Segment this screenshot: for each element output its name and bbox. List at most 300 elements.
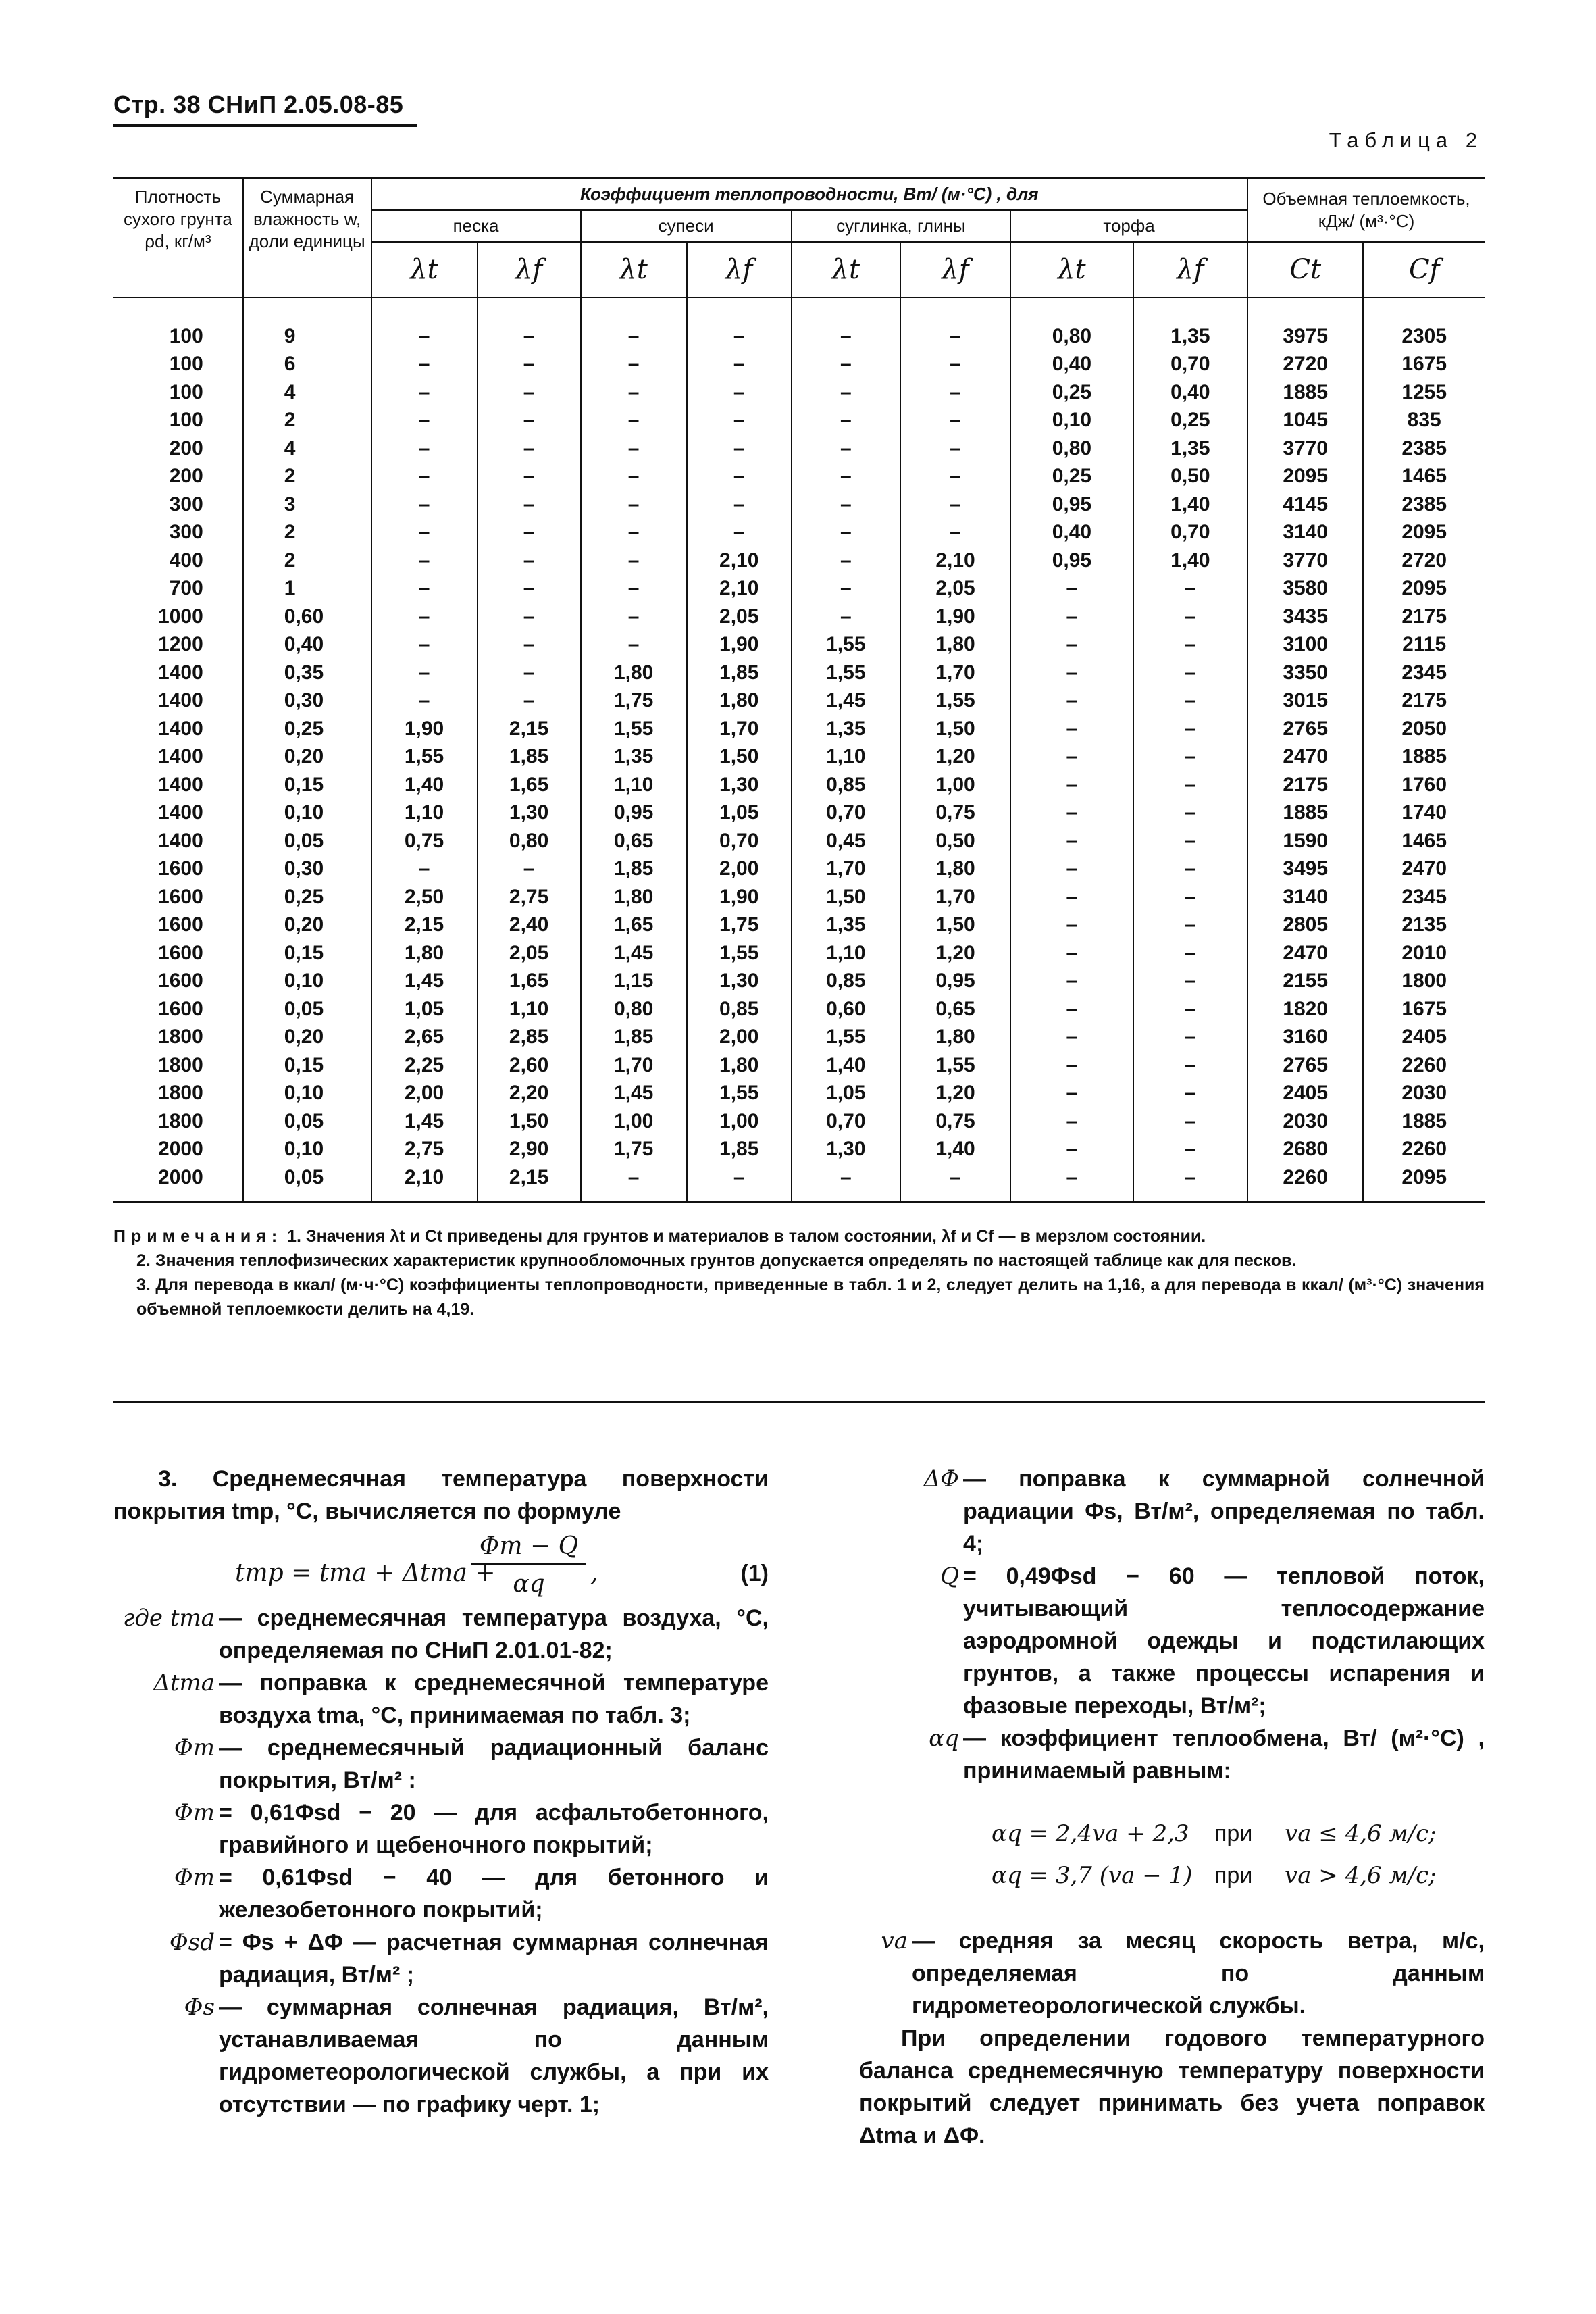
table-cell: 2135 [1363,911,1485,940]
table-cell: 3435 [1247,603,1363,631]
table-cell: 300 [169,493,203,515]
table-cell: – [581,575,687,603]
formula-1-denominator: αq [513,1570,545,1598]
table-cell: – [1133,799,1247,828]
table-cell: – [1133,1107,1247,1136]
table-cell: 1,50 [900,911,1010,940]
table-cell: 1,75 [687,911,792,940]
table-row [113,463,1485,491]
table-cell: – [900,491,1010,519]
table-cell: 1,50 [478,1107,581,1136]
table-row [113,1136,1485,1164]
table-cell: – [792,575,900,603]
table-cell: – [1010,743,1133,772]
table-cell: 1,10 [478,995,581,1024]
table-cell: 1,80 [900,855,1010,884]
table-cell: 2,25 [371,1051,478,1080]
definition-symbol: Φm [174,1864,215,1891]
table-cell: 0,75 [900,799,1010,828]
table-cell: 1,80 [687,687,792,715]
table-cell: – [687,463,792,491]
table-cell: 2030 [1363,1080,1485,1108]
table-cell: 2345 [1363,883,1485,911]
table-cell: 1,15 [581,967,687,996]
table-cell: 1,40 [900,1136,1010,1164]
table-cell: 1,40 [371,771,478,799]
table-cell: 0,95 [1010,491,1133,519]
alpha-formula-row [859,1855,1485,1896]
table-row [113,407,1485,435]
table-cell: 400 [169,549,203,572]
definition-symbol: Φs [184,1994,215,2021]
definition-text: — среднемесячная температура воздуха, °С, определяемая по СНиП 2.01.01-82; [219,1605,769,1663]
definition-va-symbol: va [881,1928,908,1955]
alpha-equation: αq = 2,4va + 2,3 [992,1820,1189,1847]
table-cell: 0,95 [900,967,1010,996]
header-sand-lambda-f: λf [478,242,581,297]
table-cell: 1,75 [581,687,687,715]
section-3-intro: 3. Среднемесячная температура поверхности покрытия tmp, °С, вычисляется по формуле [113,1466,769,1524]
table-cell: 2470 [1363,855,1485,884]
table-cell: 1,85 [581,855,687,884]
table-cell: – [1010,939,1133,967]
table-cell: 0,95 [1010,547,1133,575]
table-cell: – [1010,715,1133,743]
table-cell: 2765 [1247,1051,1363,1080]
definition-item [113,1667,769,1732]
table-cell: – [1010,827,1133,855]
table-cell: – [371,297,478,351]
page-header-title: Стр. 38 СНиП 2.05.08-85 [113,91,404,118]
definition-text: = Φs + ΔΦ — расчетная суммарная солнечная радиация, Вт/м² ; [219,1930,769,1988]
table-cell: 1,00 [687,1107,792,1136]
table-cell: 2155 [1247,967,1363,996]
table-cell: 1,10 [581,771,687,799]
table-cell: 1600 [158,941,203,964]
table-cell: 1,05 [792,1080,900,1108]
table-row [113,659,1485,687]
table-cell: 0,80 [581,995,687,1024]
table-cell: – [1133,603,1247,631]
table-cell: – [687,1163,792,1202]
table-cell: – [581,547,687,575]
definition-text: = 0,61Φsd − 20 — для асфальтобетонного, гравийного и щебеночного покрытий; [219,1800,769,1858]
table-row [113,799,1485,828]
table-cell: – [478,547,581,575]
table-cell: 1740 [1363,799,1485,828]
table-cell: 1,90 [371,715,478,743]
table-cell: 0,70 [1133,519,1247,547]
table-cell: 1,80 [687,1051,792,1080]
table-cell: 3495 [1247,855,1363,884]
header-underline [113,124,417,127]
table-cell: – [1133,1051,1247,1080]
table-cell: 1,70 [900,659,1010,687]
table-cell: – [478,378,581,407]
table-cell: – [900,351,1010,379]
table-row [113,547,1485,575]
table-cell: 6 [243,351,371,379]
table-cell: 2,15 [478,1163,581,1202]
table-cell: – [1010,967,1133,996]
header-sand: песка [371,210,581,242]
table-cell: – [371,575,478,603]
definition-text: — среднемесячный радиационный баланс покрытия, Вт/м² : [219,1735,769,1793]
table-cell: – [687,407,792,435]
table-cell: – [581,463,687,491]
table-cell: – [687,378,792,407]
table-cell: 0,20 [243,1024,371,1052]
table-cell: 1,70 [687,715,792,743]
table-cell: – [581,351,687,379]
table-cell: – [478,519,581,547]
header-loam-lambda-f: λf [900,242,1010,297]
header-ct: Ct [1247,242,1363,297]
definition-text: — суммарная солнечная радиация, Вт/м², устанавливаемая по данным гидрометеорологической службы, а при их отсутствии — по графику черт. 1; [219,1994,769,2117]
table-cell: 1400 [158,717,203,740]
table-cell: 1590 [1247,827,1363,855]
table-cell: 0,40 [1133,378,1247,407]
table-cell: 1,50 [687,743,792,772]
table-cell: – [478,351,581,379]
table-cell: 1,70 [792,855,900,884]
table-cell: 3160 [1247,1024,1363,1052]
table-row [113,378,1485,407]
table-cell: – [792,378,900,407]
table-cell: 0,80 [1010,434,1133,463]
table-cell: – [478,687,581,715]
table-cell: – [1010,771,1133,799]
table-cell: – [581,297,687,351]
header-loam-clay: суглинка, глины [792,210,1010,242]
alpha-range: va > 4,6 м/с; [1285,1862,1437,1889]
table-cell: – [687,491,792,519]
table-cell: 2000 [158,1138,203,1161]
table-cell: 1,45 [371,967,478,996]
table-cell: 2,90 [478,1136,581,1164]
table-cell: 2260 [1363,1051,1485,1080]
table-row [113,575,1485,603]
table-row [113,351,1485,379]
table-cell: – [478,603,581,631]
table-cell: 1,90 [687,631,792,659]
table-cell: 1,45 [792,687,900,715]
table-cell: – [371,659,478,687]
table-cell: 2030 [1247,1107,1363,1136]
table-cell: 1,45 [371,1107,478,1136]
table-cell: 2345 [1363,659,1485,687]
table-cell: 1465 [1363,463,1485,491]
table-row [113,1024,1485,1052]
table-row [113,995,1485,1024]
table-cell: 2000 [113,1163,243,1202]
definition-item [113,1926,769,1991]
table-cell: 0,30 [243,855,371,884]
table-cell: – [581,434,687,463]
table-cell: – [371,547,478,575]
table-cell: – [1133,575,1247,603]
table-cell: – [581,378,687,407]
table-cell: 1,70 [900,883,1010,911]
table-cell: 4 [243,378,371,407]
table-cell: – [478,297,581,351]
table-cell: 1,05 [687,799,792,828]
table-cell: 1675 [1363,995,1485,1024]
table-cell: 3100 [1247,631,1363,659]
table-cell: 0,40 [1010,519,1133,547]
table-cell: 2,00 [687,1024,792,1052]
definition-symbol: Δtma [153,1669,215,1696]
table-cell: 1,40 [1133,491,1247,519]
table-row [113,519,1485,547]
table-cell: 3770 [1247,434,1363,463]
table-cell: 2,10 [900,547,1010,575]
table-cell: 1400 [158,661,203,684]
table-cell: 0,15 [243,939,371,967]
table-cell: 0,65 [581,827,687,855]
header-cf: Cf [1363,242,1485,297]
table-row [113,771,1485,799]
table-cell: 3140 [1247,519,1363,547]
definition-item [113,1796,769,1861]
definition-text: = 0,49Φsd − 60 — тепловой поток, учитывающий теплосодержание аэродромной одежды и подстилающих грунтов, а также процессы испарения и фазовые переходы, Вт/м²; [963,1563,1485,1719]
table-cell: 2050 [1363,715,1485,743]
definition-symbol: Φm [174,1734,215,1761]
table-cell: 4145 [1247,491,1363,519]
table-cell: 1800 [158,1109,203,1132]
table-row [113,631,1485,659]
table-cell: 2405 [1247,1080,1363,1108]
table-cell: 2,75 [371,1136,478,1164]
table-cell: 2,05 [687,603,792,631]
closing-paragraph: При определении годового температурного баланса среднемесячную температуру поверхности покрытий следует принимать без учета поправок Δtma и ΔΦ. [859,2026,1485,2148]
section-divider [113,1401,1485,1403]
note-1: 1. Значения λt и Ct приведены для грунтов и материалов в талом состоянии, λf и Cf — в мерзлом состоянии. [287,1227,1206,1246]
table-cell: 0,10 [243,967,371,996]
table-cell: – [581,631,687,659]
table-cell: 2,05 [478,939,581,967]
table-cell: – [371,378,478,407]
table-cell: 3770 [1247,547,1363,575]
formula-1-lhs: tmp = tma + Δtma + [235,1559,496,1587]
header-peat-lambda-t: λt [1010,242,1133,297]
table-cell: 0,80 [478,827,581,855]
table-cell: – [900,407,1010,435]
table-cell: – [1010,575,1133,603]
table-cell: 1,35 [1133,297,1247,351]
table-cell: 0,70 [792,799,900,828]
table-row [113,855,1485,884]
table-cell: – [1010,855,1133,884]
table-cell: 2470 [1247,743,1363,772]
table-cell: – [581,519,687,547]
table-cell: 2720 [1363,547,1485,575]
table-cell: – [1133,1080,1247,1108]
table-cell: 0,30 [243,687,371,715]
table-cell: 1,30 [792,1136,900,1164]
table-cell: 1,55 [900,1051,1010,1080]
table-cell: 2095 [1363,519,1485,547]
definition-text: — поправка к суммарной солнечной радиации Φs, Вт/м², определяемая по табл. 4; [963,1466,1485,1557]
table-cell: 1,35 [1133,434,1247,463]
table-cell: 2,85 [478,1024,581,1052]
table-cell: 1,65 [478,771,581,799]
right-definitions [859,1463,1485,1787]
table-cell: 2,60 [478,1051,581,1080]
table-row [113,434,1485,463]
notes-label: Примечания: [113,1227,283,1246]
table-cell: 1760 [1363,771,1485,799]
table-cell: 2405 [1363,1024,1485,1052]
table-cell: 0,95 [581,799,687,828]
table-cell: 1,70 [581,1051,687,1080]
table-cell: – [581,407,687,435]
table-cell: 0,20 [243,743,371,772]
table-cell: – [1133,1136,1247,1164]
header-moisture: Суммарная влажность w, доли единицы [243,178,371,298]
table-cell: – [1010,1163,1133,1202]
alpha-condition-word: при [1214,1821,1253,1846]
table-cell: – [478,659,581,687]
table-cell: 0,25 [1010,378,1133,407]
table-cell: 0,70 [687,827,792,855]
table-label: Таблица 2 [1329,128,1483,152]
table-cell: – [1133,1024,1247,1052]
table-cell: 0,50 [900,827,1010,855]
formula-1-number: (1) [740,1561,769,1586]
table-cell: 1,45 [581,939,687,967]
table-cell: 1,85 [581,1024,687,1052]
table-cell: 1400 [158,829,203,852]
table-cell: 0,65 [900,995,1010,1024]
table-cell: 2010 [1363,939,1485,967]
table-cell: – [1133,771,1247,799]
table-cell: – [478,434,581,463]
header-conductivity: Коэффициент теплопроводности, Вт/ (м·°С) , для [371,178,1248,211]
formula-1-comma: , [590,1559,598,1587]
table-cell: 1800 [158,1082,203,1105]
table-cell: 1600 [158,885,203,908]
table-row [113,939,1485,967]
table-cell: 1,55 [687,1080,792,1108]
note-3: 3. Для перевода в ккал/ (м·ч·°С) коэффициенты теплопроводности, приведенные в табл. 1 и 2, следует делить на 1,16, а для перевода в ккал/ (м³·°С) значения объемной теплоемкости делить на 4,19. [136,1276,1485,1319]
table-row [113,715,1485,743]
table-cell: 0,85 [792,771,900,799]
definition-item [859,1722,1485,1787]
table-cell: 2115 [1363,631,1485,659]
table-cell: 0,05 [243,1163,371,1202]
table-cell: – [1010,1051,1133,1080]
table-cell: – [792,297,900,351]
note-2: 2. Значения теплофизических характеристик крупнообломочных грунтов допускается определять по настоящей таблице как для песков. [136,1251,1297,1270]
header-peat: торфа [1010,210,1247,242]
table-cell: – [371,434,478,463]
table-cell: 3975 [1247,297,1363,351]
table-cell: 2 [243,547,371,575]
text-column-right [859,1463,1485,2152]
table-cell: 1600 [158,857,203,880]
table-row [113,1080,1485,1108]
definition-item [859,1463,1485,1560]
table-cell: – [900,434,1010,463]
table-cell: – [1010,631,1133,659]
table-cell: 0,20 [243,911,371,940]
table-cell: – [371,351,478,379]
table-cell: 0,60 [243,603,371,631]
table-cell: 100 [169,353,203,376]
table-cell: 2,00 [371,1080,478,1108]
table-cell: 2470 [1247,939,1363,967]
table-cell: 2175 [1363,687,1485,715]
table-cell: 1,80 [371,939,478,967]
definition-symbol: где tma [123,1605,215,1632]
table-cell: – [900,378,1010,407]
definition-item [859,1560,1485,1722]
definition-va [859,1925,1485,2022]
table-row [113,297,1485,351]
table-cell: – [581,603,687,631]
table-cell: 1800 [158,1026,203,1049]
table-cell: 1,75 [581,1136,687,1164]
table-row [113,491,1485,519]
left-definitions [113,1602,769,2121]
table-cell: 1885 [1247,378,1363,407]
table-cell: 2175 [1363,603,1485,631]
table-cell: 4 [243,434,371,463]
table-cell: 0,85 [792,967,900,996]
table-cell: – [1133,827,1247,855]
table-row [113,967,1485,996]
table-cell: 2,75 [478,883,581,911]
table-body [113,297,1485,1202]
alpha-equation: αq = 3,7 (va − 1) [992,1862,1193,1889]
table-cell: 2,10 [687,575,792,603]
table-cell: 1000 [158,605,203,628]
table-cell: 1885 [1363,743,1485,772]
table-cell: – [1010,995,1133,1024]
definition-text: — коэффициент теплообмена, Вт/ (м²·°С) , принимаемый равным: [963,1726,1485,1784]
table-cell: – [1010,883,1133,911]
table-row [113,743,1485,772]
table-cell: – [1010,799,1133,828]
table-cell: – [478,631,581,659]
table-cell: 0,75 [900,1107,1010,1136]
definition-symbol: Φsd [169,1929,215,1956]
table-cell: 1820 [1247,995,1363,1024]
header-sand-lambda-t: λt [371,242,478,297]
table-cell: 0,35 [243,659,371,687]
header-loam-lambda-t: λt [792,242,900,297]
table-cell: 1,45 [581,1080,687,1108]
table-cell: – [792,434,900,463]
table-cell: 1,55 [581,715,687,743]
definition-va-text: — средняя за месяц скорость ветра, м/с, определяемая по данным гидрометеорологической службы. [912,1928,1485,2019]
header-sandy-loam-lambda-t: λt [581,242,687,297]
definition-item [113,1602,769,1667]
table-cell: – [581,491,687,519]
table-cell: – [900,1163,1010,1202]
table-cell: 0,15 [243,1051,371,1080]
table-cell: 0,10 [243,1080,371,1108]
table-notes [113,1224,1485,1322]
table-cell: 1800 [158,1053,203,1076]
table-cell: 1,85 [687,1136,792,1164]
table-cell: – [1133,631,1247,659]
table-cell: 835 [1363,407,1485,435]
table-cell: – [1010,659,1133,687]
table-cell: 2,65 [371,1024,478,1052]
table-cell: – [687,434,792,463]
